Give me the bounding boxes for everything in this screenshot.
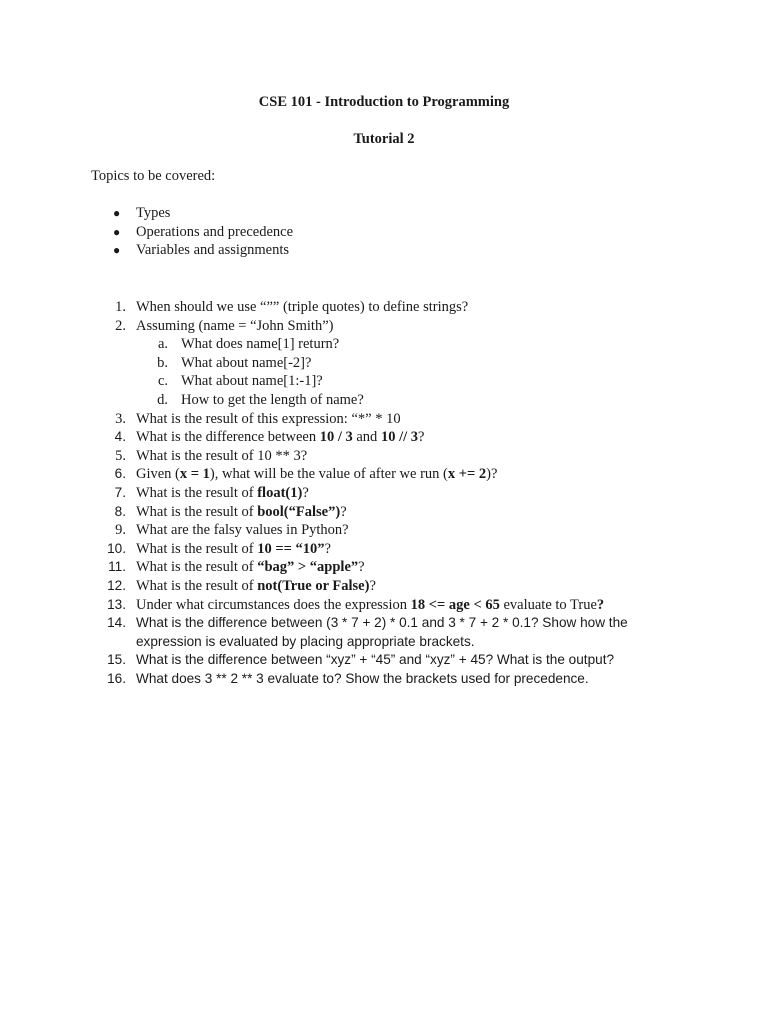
question-text-bold: ? [596, 596, 605, 613]
question-text-part: What does 3 ** 2 ** 3 evaluate to? Show the brackets used for precedence. [136, 670, 589, 686]
topics-intro: Topics to be covered: [91, 168, 216, 184]
question-number: 12. [107, 577, 126, 593]
question-continuation [0, 633, 768, 652]
questions-list [0, 298, 768, 688]
question-text [136, 670, 589, 689]
question-text [136, 614, 628, 633]
question-text [136, 558, 365, 577]
question-item [0, 447, 768, 466]
question-item [0, 317, 768, 336]
sub-question-item [0, 372, 768, 391]
question-number: 15. [107, 652, 126, 668]
question-text [136, 651, 614, 670]
question-item [0, 410, 768, 429]
question-text-part: ? [358, 559, 365, 576]
topic-label: Variables and assignments [136, 242, 290, 259]
question-item [0, 558, 768, 577]
question-text [136, 447, 307, 466]
question-text-part: Assuming (name = “John Smith”) [136, 317, 334, 334]
sub-question-item [0, 391, 768, 410]
question-text [136, 298, 468, 317]
question-number: 3. [115, 410, 126, 427]
sub-question-item [0, 354, 768, 373]
question-text-bold: 18 <= age < 65 [410, 596, 500, 613]
question-text-bold: 10 / 3 [319, 429, 353, 446]
question-number: 4. [114, 429, 126, 445]
question-text-bold: 10 // 3 [380, 429, 418, 446]
bullet-icon: ● [113, 224, 121, 239]
question-text-part: What is the result of 10 ** 3? [136, 447, 308, 464]
question-text-part: and [352, 429, 381, 446]
question-text [136, 577, 376, 596]
question-text-part: What is the result of [136, 484, 258, 501]
question-text-bold: 10 == “10” [257, 540, 325, 557]
sub-question-letter: a. [157, 336, 168, 353]
question-text-part: What is the difference between “xyz” + “45” and “xyz” + 45? What is the output? [136, 652, 615, 668]
question-number: 16. [107, 670, 126, 686]
question-text-bold: x += 2 [447, 466, 487, 483]
question-text-part: Under what circumstances does the expression [136, 596, 411, 613]
question-number: 7. [114, 484, 126, 500]
question-text-part: When should we use “”” (triple quotes) to define strings? [136, 299, 469, 315]
question-number: 14. [107, 615, 126, 631]
question-number: 2. [115, 317, 126, 334]
question-number: 13. [107, 596, 126, 612]
question-text-bold: bool(“False”) [257, 503, 341, 520]
question-item [0, 651, 768, 670]
topic-item [0, 204, 768, 223]
question-text [136, 596, 604, 615]
question-text-part: What are the falsy values in Python? [136, 522, 349, 539]
question-text-part: ), what will be the value of after we run ( [209, 466, 448, 483]
question-text-part: What is the result of [136, 503, 258, 520]
question-text-bold: “bag” > “apple” [257, 559, 359, 576]
question-item [0, 614, 768, 633]
question-text [136, 465, 497, 484]
question-text-part: What is the result of this expression: “*” * 10 [136, 410, 401, 427]
question-item [0, 484, 768, 503]
bullet-icon: ● [113, 243, 121, 258]
bullet-icon: ● [113, 206, 121, 220]
question-text-part: What is the result of [136, 577, 258, 594]
sub-question-text: What about name[1:-1]? [181, 373, 323, 390]
question-text-part: )? [486, 466, 498, 483]
question-text-part: What is the difference between (3 * 7 + 2) * 0.1 and 3 * 7 + 2 * 0.1? Show how the [136, 615, 628, 631]
topic-label: Types [136, 205, 171, 221]
question-item [0, 596, 768, 615]
question-text-part: evaluate to True [499, 596, 597, 613]
tutorial-title: Tutorial 2 [353, 131, 415, 147]
topics-list [0, 204, 768, 260]
question-number: 1. [115, 299, 126, 315]
question-item [0, 428, 768, 447]
sub-question-text: What about name[-2]? [181, 354, 312, 371]
topic-label: Operations and precedence [136, 223, 294, 240]
question-item [0, 521, 768, 540]
question-number: 9. [115, 522, 126, 539]
question-text [136, 317, 333, 336]
question-text-part: ? [340, 503, 347, 520]
question-text-bold: x = 1 [179, 466, 210, 483]
sub-question-text: What does name[1] return? [181, 336, 340, 353]
question-text-part: What is the result of [136, 559, 258, 576]
question-number: 5. [115, 447, 126, 464]
topic-item [0, 223, 768, 242]
question-text-part: Given ( [136, 466, 180, 483]
topic-item [0, 241, 768, 260]
question-number: 6. [114, 466, 126, 482]
question-text [136, 503, 347, 522]
sub-question-letter: c. [157, 373, 168, 390]
question-text [136, 540, 331, 559]
question-number: 11. [108, 559, 126, 575]
question-text-part: ? [418, 429, 425, 446]
sub-question-item [0, 335, 768, 354]
question-text [136, 428, 424, 447]
question-text-part: What is the result of [136, 540, 258, 557]
question-item [0, 298, 768, 317]
sub-question-text: How to get the length of name? [181, 391, 364, 408]
sub-question-letter: d. [157, 391, 168, 408]
question-item [0, 465, 768, 484]
question-text-bold: float(1) [257, 484, 303, 501]
question-text-part: ? [302, 484, 309, 501]
question-text-part: What is the difference between [136, 429, 320, 446]
sub-question-letter: b. [157, 354, 168, 371]
question-item [0, 670, 768, 689]
question-text [136, 410, 401, 429]
question-text [136, 521, 349, 540]
question-item [0, 577, 768, 596]
course-title: CSE 101 - Introduction to Programming [258, 94, 510, 110]
question-continuation-text: expression is evaluated by placing appropriate brackets. [136, 633, 475, 649]
question-text-part: ? [324, 540, 331, 557]
question-text-part: ? [369, 577, 376, 594]
question-item [0, 503, 768, 522]
question-text-bold: not(True or False) [257, 577, 370, 594]
question-text [136, 484, 309, 503]
question-number: 8. [114, 503, 126, 519]
question-item [0, 540, 768, 559]
question-number: 10. [107, 540, 126, 556]
